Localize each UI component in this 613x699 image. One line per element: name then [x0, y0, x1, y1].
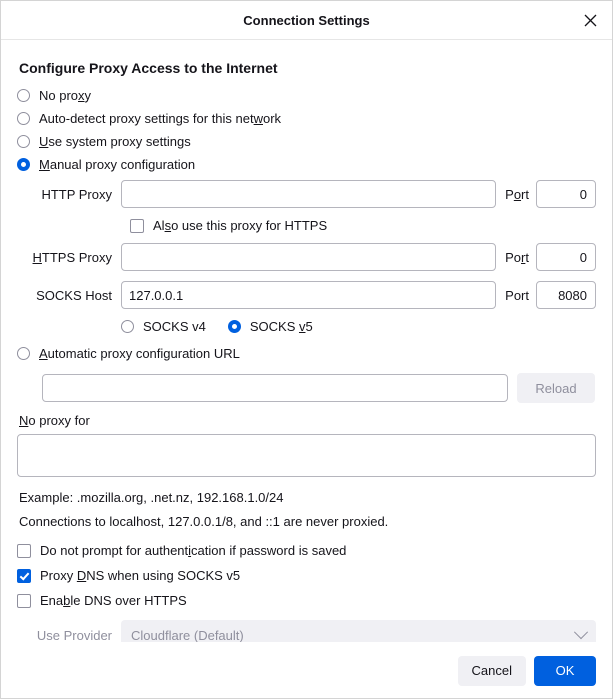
- https-proxy-row: [17, 243, 596, 271]
- no-proxy-for-input[interactable]: [17, 434, 596, 477]
- provider-select[interactable]: [121, 620, 596, 642]
- dns-over-https-row[interactable]: [17, 593, 596, 608]
- also-use-for-https-row[interactable]: [130, 218, 596, 233]
- socks-host-label: SOCKS Host: [36, 287, 112, 303]
- reload-button[interactable]: Reload: [517, 373, 595, 403]
- http-port-label: Port: [505, 186, 529, 202]
- https-proxy-input[interactable]: [121, 243, 496, 271]
- section-heading: Configure Proxy Access to the Internet: [19, 60, 278, 76]
- proxy-dns-socks5-row[interactable]: [17, 568, 596, 583]
- provider-row: [17, 620, 596, 642]
- radio-socks-v4[interactable]: [121, 319, 206, 334]
- radio-socks-v5-label: SOCKS v5: [249, 319, 313, 334]
- socks-port-label: Port: [505, 287, 529, 303]
- radio-pac-url[interactable]: [17, 346, 596, 361]
- radio-no-proxy-label: No proxy: [39, 88, 92, 103]
- proxy-dns-socks5-label: Proxy DNS when using SOCKS v5: [40, 568, 241, 583]
- radio-socks-v4-indicator[interactable]: [121, 320, 134, 333]
- also-use-for-https-checkbox[interactable]: [130, 219, 144, 233]
- proxy-dns-socks5-checkbox[interactable]: [17, 569, 31, 583]
- https-proxy-label: HTTPS Proxy: [32, 249, 112, 265]
- radio-socks-v5[interactable]: [228, 319, 313, 334]
- http-port-input[interactable]: [536, 180, 596, 208]
- radio-auto-detect[interactable]: [17, 111, 596, 126]
- dialog-title: Connection Settings: [243, 12, 370, 28]
- no-prompt-auth-label: Do not prompt for authentication if password is saved: [40, 543, 347, 558]
- ok-button[interactable]: OK: [534, 656, 596, 686]
- radio-system-proxy-indicator[interactable]: [17, 135, 30, 148]
- radio-auto-detect-indicator[interactable]: [17, 112, 30, 125]
- radio-no-proxy[interactable]: [17, 88, 596, 103]
- dns-over-https-checkbox[interactable]: [17, 594, 31, 608]
- radio-socks-v4-label: SOCKS v4: [143, 319, 206, 334]
- radio-no-proxy-indicator[interactable]: [17, 89, 30, 102]
- socks-host-input[interactable]: [121, 281, 496, 309]
- no-proxy-example: Example: .mozilla.org, .net.nz, 192.168.1.0/24: [19, 490, 284, 505]
- radio-manual-proxy-label: Manual proxy configuration: [39, 157, 196, 172]
- dialog-titlebar: [1, 1, 612, 40]
- socks-port-input[interactable]: [536, 281, 596, 309]
- no-proxy-for-label: No proxy for: [19, 413, 90, 428]
- radio-manual-proxy-indicator[interactable]: [17, 158, 30, 171]
- http-proxy-label: HTTP Proxy: [41, 186, 112, 202]
- radio-pac-url-indicator[interactable]: [17, 347, 30, 360]
- pac-url-input[interactable]: [42, 374, 508, 402]
- close-icon[interactable]: [576, 6, 604, 34]
- socks-host-row: [17, 281, 596, 309]
- radio-system-proxy[interactable]: [17, 134, 596, 149]
- no-prompt-auth-row[interactable]: [17, 543, 596, 558]
- radio-auto-detect-label: Auto-detect proxy settings for this network: [39, 111, 282, 126]
- chevron-down-icon: [574, 625, 588, 639]
- socks-version-group: [121, 319, 596, 334]
- https-port-input[interactable]: [536, 243, 596, 271]
- dialog-content: [1, 40, 612, 642]
- radio-socks-v5-indicator[interactable]: [228, 320, 241, 333]
- http-proxy-input[interactable]: [121, 180, 496, 208]
- http-proxy-row: [17, 180, 596, 208]
- provider-value: Cloudflare (Default): [131, 627, 244, 642]
- provider-label: Use Provider: [36, 627, 112, 642]
- cancel-button[interactable]: Cancel: [458, 656, 526, 686]
- radio-manual-proxy[interactable]: [17, 157, 596, 172]
- dns-over-https-label: Enable DNS over HTTPS: [40, 593, 187, 608]
- also-use-for-https-label: Also use this proxy for HTTPS: [153, 218, 328, 233]
- dialog-footer: [1, 642, 612, 698]
- pac-url-row: [17, 373, 596, 403]
- radio-pac-url-label: Automatic proxy configuration URL: [39, 346, 240, 361]
- https-port-label: Port: [505, 249, 529, 265]
- no-prompt-auth-checkbox[interactable]: [17, 544, 31, 558]
- localhost-note: Connections to localhost, 127.0.0.1/8, and ::1 are never proxied.: [19, 514, 389, 529]
- radio-system-proxy-label: Use system proxy settings: [39, 134, 191, 149]
